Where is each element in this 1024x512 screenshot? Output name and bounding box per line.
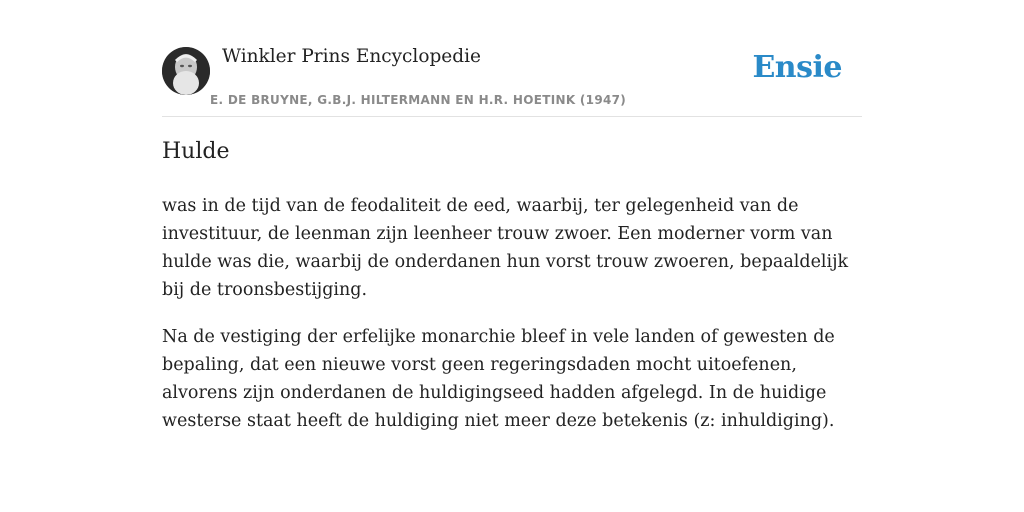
entry-paragraph: Na de vestiging der erfelijke monarchie bleef in vele landen of gewesten de bepaling, dat een nieuwe vorst geen regeringsdaden mocht uitoefenen, alvorens zijn onderdanen de huldigingseed hadden afgelegd. In de huidige westerse staat heeft de huldiging niet meer deze betekenis (z: inhuldiging).: [162, 327, 835, 431]
entry-title: Hulde: [162, 139, 230, 164]
source-title[interactable]: Winkler Prins Encyclopedie: [222, 46, 481, 67]
entry-paragraph: was in de tijd van de feodaliteit de eed, waarbij, ter gelegenheid van de investituur, de leenman zijn leenheer trouw zwoer. Een moderner vorm van hulde was die, waarbij de onderdanen hun vorst trouw zwoeren, bepaaldelijk bij de troonsbestijging.: [162, 196, 849, 300]
entry-body: [162, 192, 862, 454]
ensie-logo-link[interactable]: Ensie: [752, 50, 842, 85]
source-header: [162, 40, 862, 117]
source-authors: E. DE BRUYNE, G.B.J. HILTERMANN EN H.R. HOETINK (1947): [210, 93, 627, 107]
author-avatar: [162, 47, 210, 95]
